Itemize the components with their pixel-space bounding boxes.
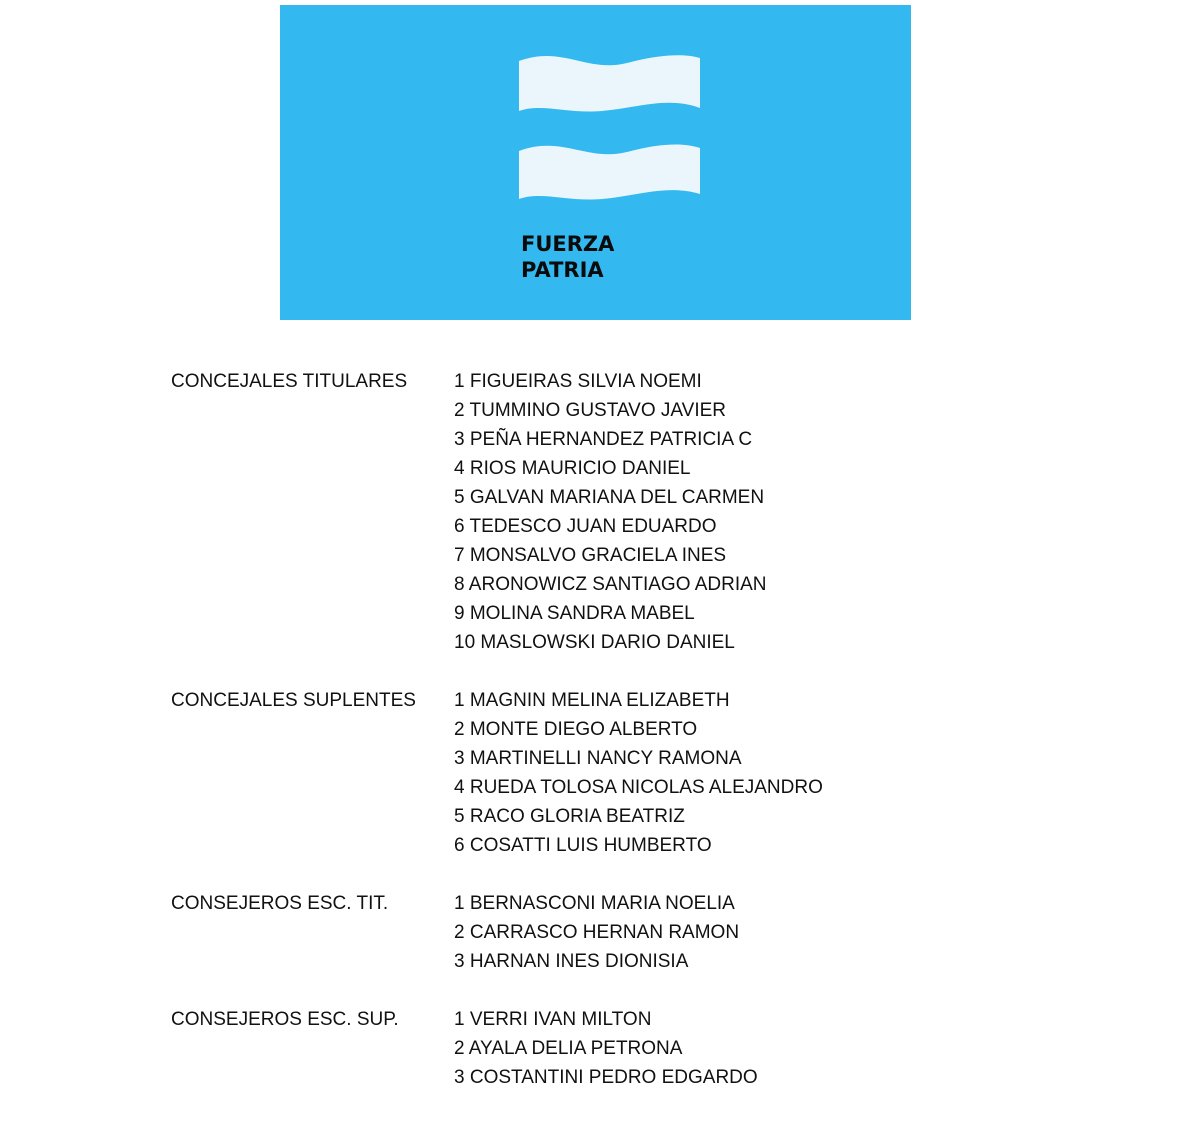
candidate-entry: 3 COSTANTINI PEDRO EDGARDO: [454, 1067, 758, 1088]
party-logo-banner: [280, 5, 911, 320]
candidate-entry: 2 CARRASCO HERNAN RAMON: [454, 922, 740, 943]
candidate-entry: 3 MARTINELLI NANCY RAMONA: [454, 748, 742, 769]
section-title: CONSEJEROS ESC. SUP.: [171, 1009, 399, 1030]
candidate-entry: 1 VERRI IVAN MILTON: [454, 1009, 652, 1030]
candidate-list: [454, 367, 767, 657]
candidate-entry: 2 AYALA DELIA PETRONA: [454, 1038, 683, 1059]
candidate-entry: 4 RIOS MAURICIO DANIEL: [454, 458, 691, 479]
candidate-entry: 2 MONTE DIEGO ALBERTO: [454, 719, 698, 740]
candidate-entry: 10 MASLOWSKI DARIO DANIEL: [454, 632, 735, 653]
candidate-entry: 5 GALVAN MARIANA DEL CARMEN: [454, 487, 765, 508]
candidate-entry: 4 RUEDA TOLOSA NICOLAS ALEJANDRO: [454, 777, 823, 798]
roster-section: [171, 686, 1151, 860]
section-title: CONCEJALES TITULARES: [171, 371, 408, 392]
candidate-entry: 6 TEDESCO JUAN EDUARDO: [454, 516, 717, 537]
section-title: CONSEJEROS ESC. TIT.: [171, 893, 389, 914]
candidate-entry: 1 MAGNIN MELINA ELIZABETH: [454, 690, 730, 711]
candidate-entry: 6 COSATTI LUIS HUMBERTO: [454, 835, 712, 856]
candidate-list: [454, 889, 739, 976]
candidate-entry: 1 FIGUEIRAS SILVIA NOEMI: [454, 371, 702, 392]
logo-wordmark: [521, 231, 614, 283]
candidate-entry: 1 BERNASCONI MARIA NOELIA: [454, 893, 735, 914]
candidate-entry: 3 PEÑA HERNANDEZ PATRICIA C: [454, 429, 753, 450]
roster-section: [171, 889, 1151, 976]
candidate-entry: 5 RACO GLORIA BEATRIZ: [454, 806, 685, 827]
candidate-entry: 2 TUMMINO GUSTAVO JAVIER: [454, 400, 727, 421]
candidate-entry: 9 MOLINA SANDRA MABEL: [454, 603, 695, 624]
candidate-list: [454, 686, 823, 860]
upper-stripe: [519, 55, 700, 111]
candidate-entry: 8 ARONOWICZ SANTIAGO ADRIAN: [454, 574, 767, 595]
roster-section: [171, 1005, 1151, 1092]
candidate-entry: 3 HARNAN INES DIONISIA: [454, 951, 689, 972]
flag-stripes-icon: [517, 51, 703, 201]
candidate-entry: 7 MONSALVO GRACIELA INES: [454, 545, 727, 566]
section-title: CONCEJALES SUPLENTES: [171, 690, 416, 711]
wordmark-line-1: FUERZA: [521, 232, 615, 256]
wordmark-line-2: PATRIA: [521, 258, 604, 282]
candidate-roster: [171, 367, 1151, 1121]
candidate-list: [454, 1005, 758, 1092]
lower-stripe: [519, 145, 700, 200]
roster-section: [171, 367, 1151, 657]
